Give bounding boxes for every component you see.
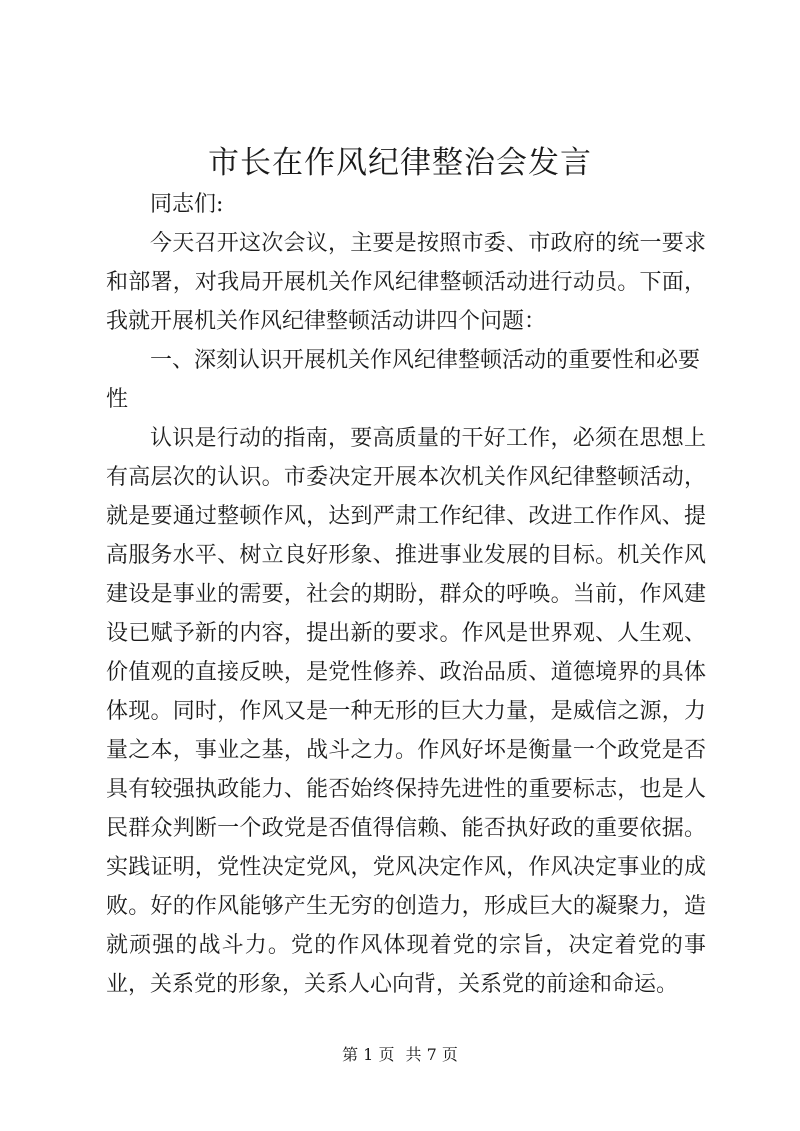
paragraph-intro: 今天召开这次会议，主要是按照市委、市政府的统一要求和部署，对我局开展机关作风纪律整顿活动进行动员。下面，我就开展机关作风纪律整顿活动讲四个问题： — [106, 231, 706, 334]
section-heading-1: 一、深刻认识开展机关作风纪律整顿活动的重要性和必要性 — [106, 348, 701, 412]
paragraph-body: 认识是行动的指南，要高质量的干好工作，必须在思想上有高层次的认识。市委决定开展本次机关作风纪律整顿活动，就是要通过整顿作风，达到严肃工作纪律、改进工作作风、提高服务水平、树立良好形象、推进事业发展的目标。机关作风建设是事业的需要，社会的期盼，群众的呼唤。当前，作风建设已赋予新的内容，提出新的要求。作风是世界观、人生观、价值观的直接反映，是党性修养、政治品质、道德境界的具体体现。同时，作风又是一种无形的巨大力量，是威信之源，力量之本，事业之基，战斗之力。作风好坏是衡量一个政党是否具有较强执政能力、能否始终保持先进性的重要标志，也是人民群众判断一个政党是否值得信赖、能否执好政的重要依据。实践证明，党性决定党风，党风决定作风，作风决定事业的成败。好的作风能够产生无穷的创造力，形成巨大的凝聚力，造就顽强的战斗力。党的作风体现着党的宗旨，决定着党的事业，关系党的形象，关系人心向背，关系党的前途和命运。 — [106, 426, 706, 997]
document-body — [106, 185, 706, 1004]
page-footer — [0, 1044, 800, 1066]
document-title: 市长在作风纪律整治会发言 — [208, 145, 592, 181]
page-total: 共 7 页 — [405, 1045, 458, 1064]
page-number: 第 1 页 — [342, 1045, 395, 1064]
salutation: 同志们: — [150, 192, 224, 217]
